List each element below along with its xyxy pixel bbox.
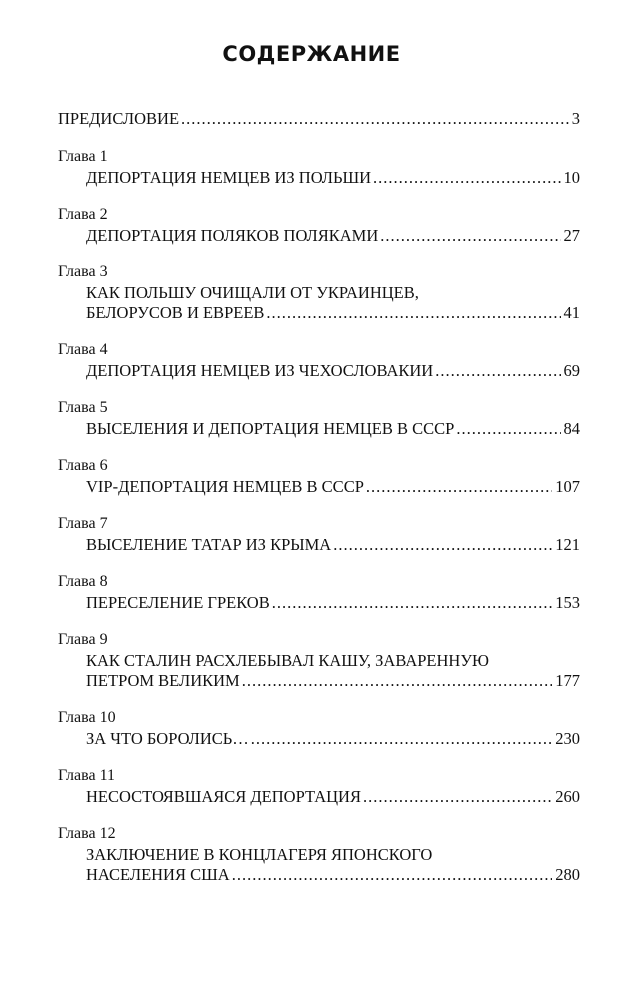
chapter-label: Глава 3 (58, 263, 108, 280)
toc-page-number: 27 (563, 226, 580, 245)
chapter-label: Глава 6 (58, 457, 108, 474)
toc-entry-title: КАК СТАЛИН РАСХЛЕБЫВАЛ КАШУ, ЗАВАРЕННУЮ (86, 651, 489, 670)
toc-page-number: 260 (555, 787, 580, 806)
toc-entry-title: НЕСОСТОЯВШАЯСЯ ДЕПОРТАЦИЯ (86, 787, 361, 806)
dot-leader (373, 167, 560, 189)
chapter-label: Глава 12 (58, 825, 116, 842)
toc-entry-title: ДЕПОРТАЦИЯ НЕМЦЕВ ИЗ ПОЛЬШИ (86, 168, 372, 187)
chapter-label: Глава 10 (58, 709, 116, 726)
toc-entry (86, 302, 580, 324)
dot-leader (363, 786, 552, 808)
dot-leader (272, 592, 553, 614)
toc-entry-title: БЕЛОРУСОВ И ЕВРЕЕВ (86, 303, 265, 322)
toc-entry-title: ПЕТРОМ ВЕЛИКИМ (86, 671, 240, 690)
toc-entry (86, 592, 580, 614)
toc-page-number: 153 (555, 593, 580, 612)
toc-page-number: 10 (563, 168, 580, 187)
dot-leader (366, 476, 552, 498)
dot-leader (181, 108, 569, 130)
toc-entry (86, 864, 580, 886)
toc-entry (86, 476, 580, 498)
toc-entry-title: КАК ПОЛЬШУ ОЧИЩАЛИ ОТ УКРАИНЦЕВ, (86, 283, 419, 302)
toc-entry (86, 225, 580, 247)
dot-leader (251, 728, 552, 750)
toc-page-number: 107 (555, 477, 580, 496)
page-title: СОДЕРЖАНИЕ (222, 42, 401, 66)
chapter-label: Глава 11 (58, 767, 115, 784)
toc-page-number: 84 (563, 419, 580, 438)
toc-entry (86, 534, 580, 556)
dot-leader (242, 670, 553, 692)
chapter-label: Глава 1 (58, 148, 108, 165)
toc-entry (86, 786, 580, 808)
toc-page-number: 177 (555, 671, 580, 690)
toc-entry-title: ЗА ЧТО БОРОЛИСЬ… (86, 729, 249, 748)
toc-entry-title: НАСЕЛЕНИЯ США (86, 865, 230, 884)
toc-entry (86, 670, 580, 692)
dot-leader (266, 302, 560, 324)
toc-page-number: 3 (571, 109, 580, 128)
toc-page-number: 41 (563, 303, 580, 322)
toc-entry-title: ВЫСЕЛЕНИЯ И ДЕПОРТАЦИЯ НЕМЦЕВ В СССР (86, 419, 455, 438)
chapter-label: Глава 4 (58, 341, 108, 358)
chapter-label: Глава 7 (58, 515, 108, 532)
toc-entry (86, 167, 580, 189)
dot-leader (380, 225, 560, 247)
toc-entry-title: ПРЕДИСЛОВИЕ (58, 109, 180, 128)
chapter-label: Глава 5 (58, 399, 108, 416)
toc-entry-title: ВЫСЕЛЕНИЕ ТАТАР ИЗ КРЫМА (86, 535, 332, 554)
toc-entry (86, 418, 580, 440)
toc-page-number: 69 (563, 361, 580, 380)
toc-entry-preface (58, 108, 580, 130)
toc-entry-title: ПЕРЕСЕЛЕНИЕ ГРЕКОВ (86, 593, 270, 612)
dot-leader (456, 418, 560, 440)
dot-leader (333, 534, 552, 556)
chapter-label: Глава 8 (58, 573, 108, 590)
dot-leader (435, 360, 560, 382)
toc-entry (86, 728, 580, 750)
toc-page-number: 230 (555, 729, 580, 748)
chapter-label: Глава 2 (58, 206, 108, 223)
toc-page-number: 280 (555, 865, 580, 884)
toc-entry-title: VIP-ДЕПОРТАЦИЯ НЕМЦЕВ В СССР (86, 477, 364, 496)
toc-entry (86, 360, 580, 382)
toc-entry-title: ДЕПОРТАЦИЯ ПОЛЯКОВ ПОЛЯКАМИ (86, 226, 379, 245)
chapter-label: Глава 9 (58, 631, 108, 648)
dot-leader (232, 864, 553, 886)
toc-entry-title: ЗАКЛЮЧЕНИЕ В КОНЦЛАГЕРЯ ЯПОНСКОГО (86, 845, 433, 864)
toc-page-number: 121 (555, 535, 580, 554)
toc-entry-title: ДЕПОРТАЦИЯ НЕМЦЕВ ИЗ ЧЕХОСЛОВАКИИ (86, 361, 434, 380)
